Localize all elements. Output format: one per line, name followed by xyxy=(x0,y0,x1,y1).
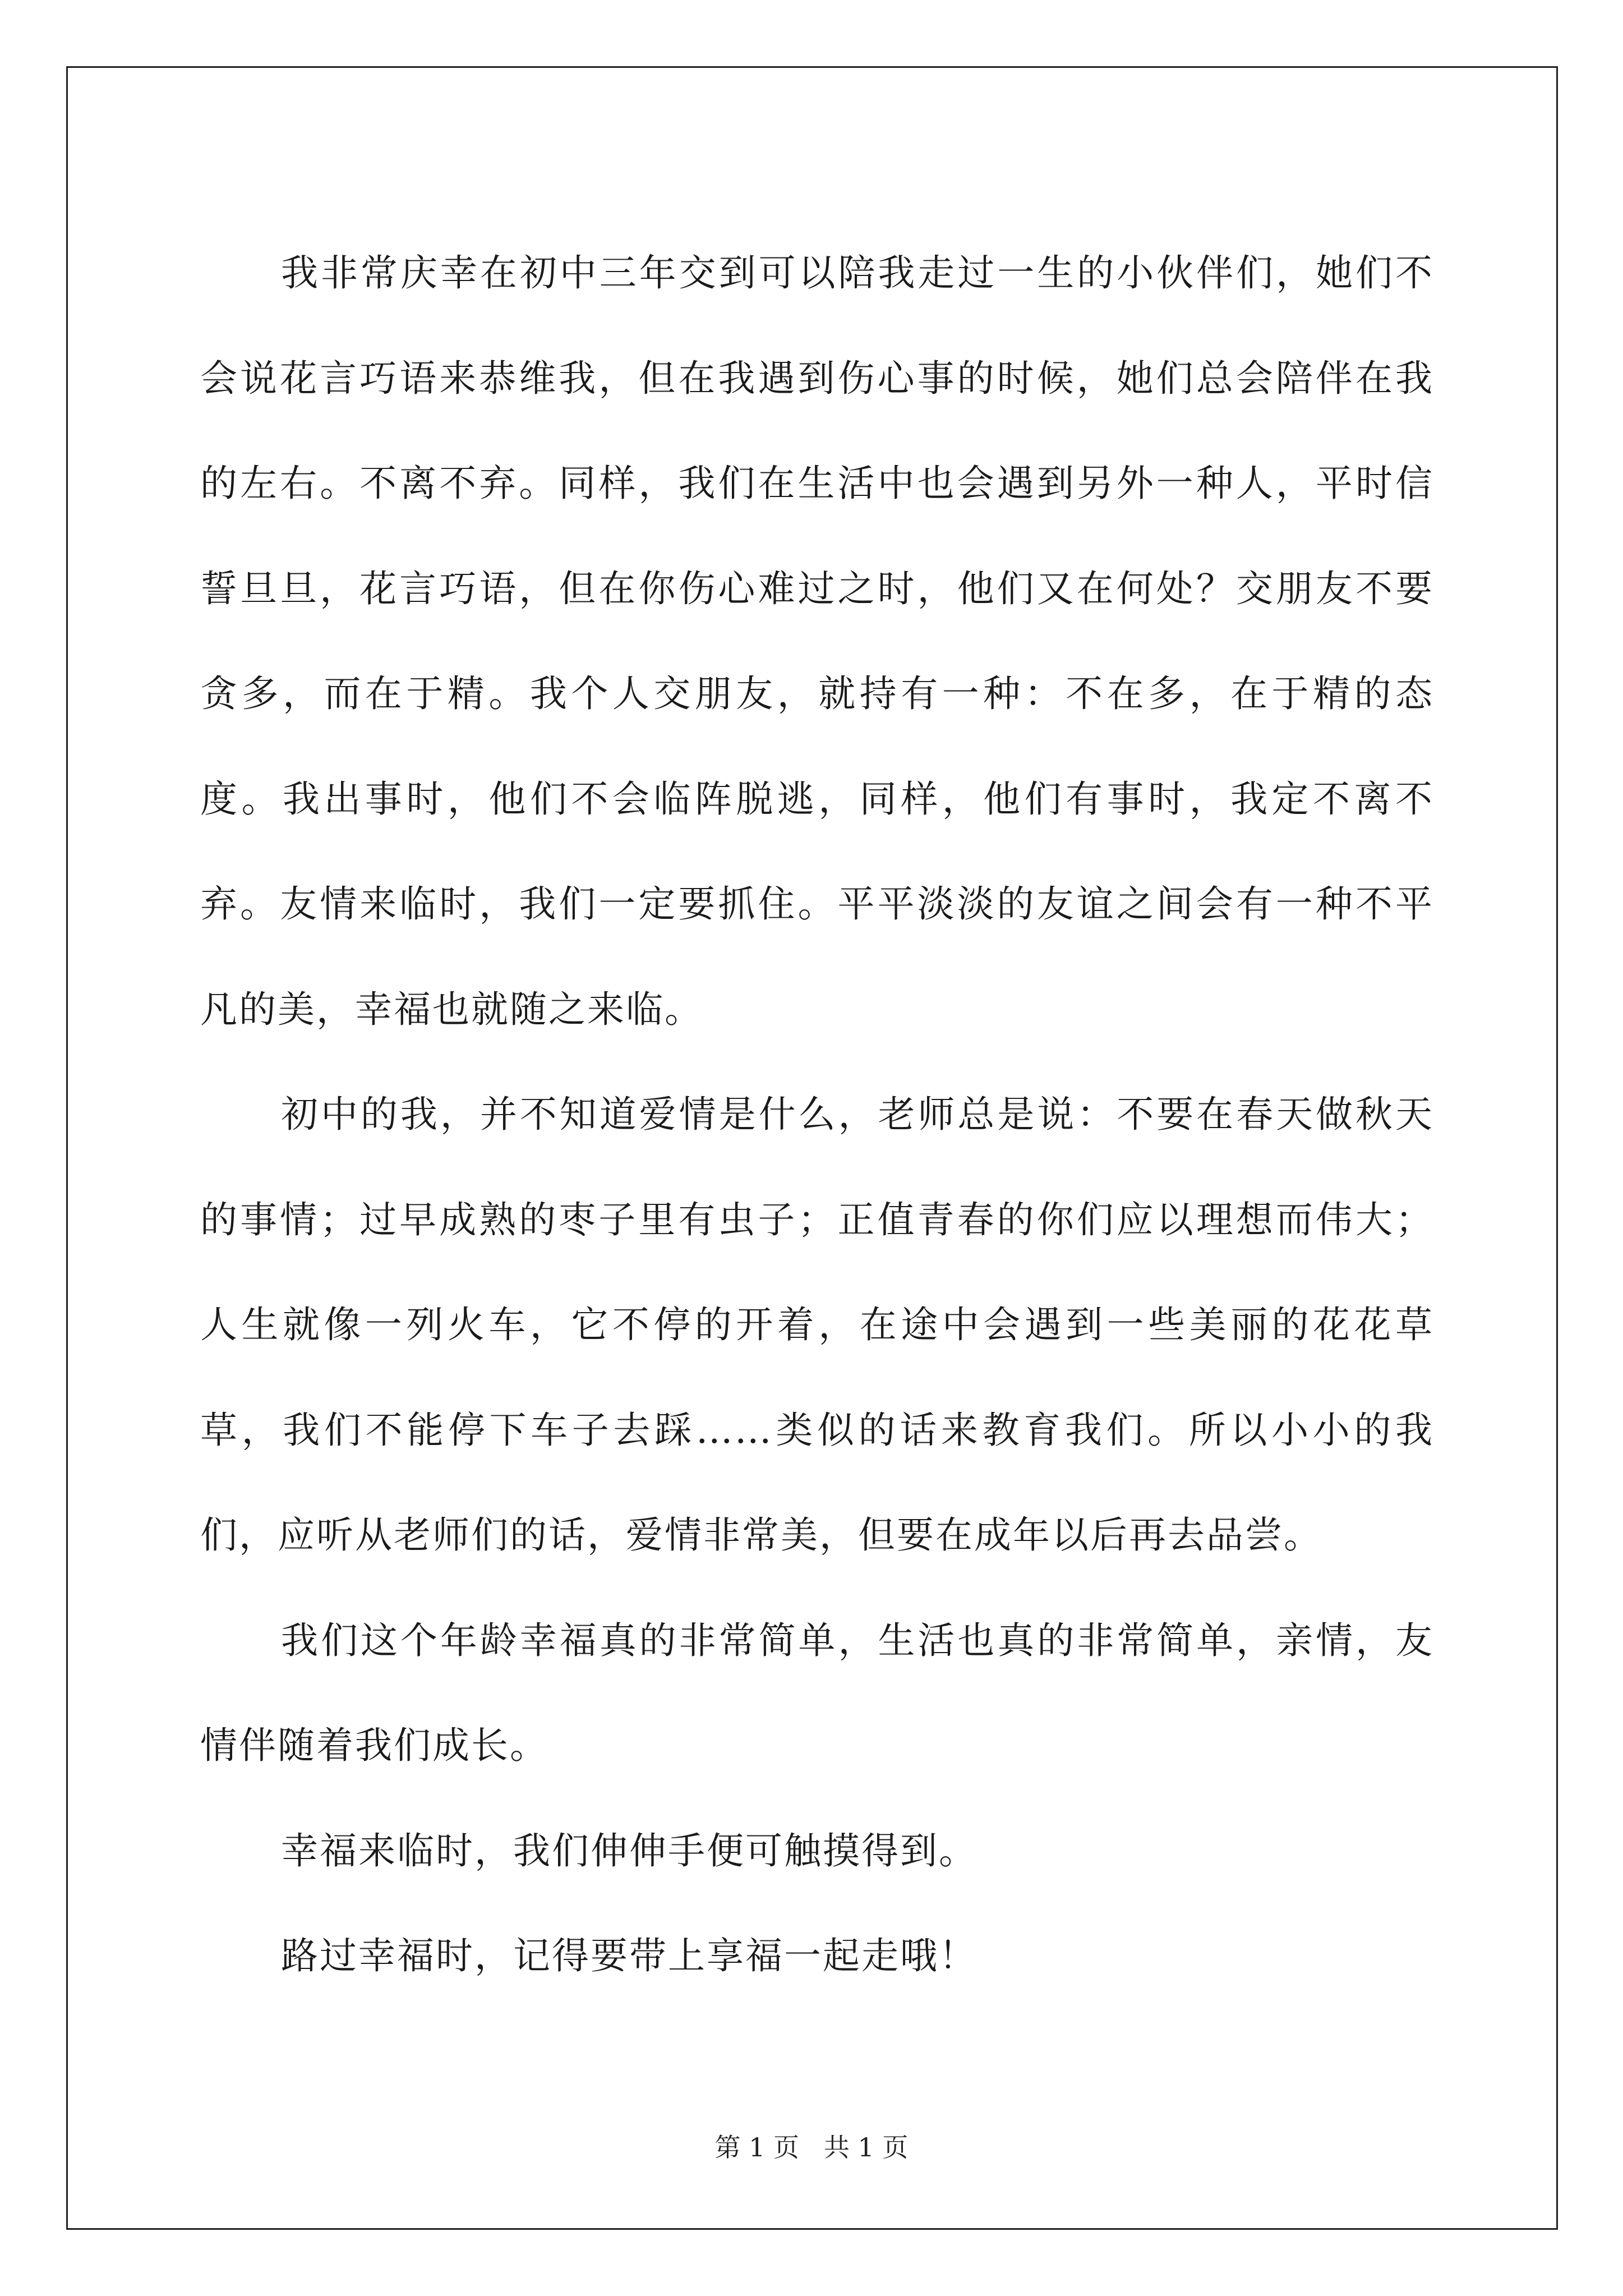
paragraph-friendship: 我非常庆幸在初中三年交到可以陪我走过一生的小伙伴们，她们不会说花言巧语来恭维我，但在我遇到伤心事的时候，她们总会陪伴在我的左右。不离不弃。同样，我们在生活中也会遇到另外一种人，平时信誓旦旦，花言巧语，但在你伤心难过之时，他们又在何处？交朋友不要贪多，而在于精。我个人交朋友，就持有一种：不在多，在于精的态度。我出事时，他们不会临阵脱逃，同样，他们有事时，我定不离不弃。友情来临时，我们一定要抓住。平平淡淡的友谊之间会有一种不平凡的美，幸福也就随之来临。 xyxy=(200,251,1434,1031)
paragraph-reach-out: 幸福来临时，我们伸伸手便可触摸得到。 xyxy=(281,1829,978,1872)
paragraph-closing: 路过幸福时，记得要带上享福一起走哦！ xyxy=(281,1934,978,1977)
paragraph-love: 初中的我，并不知道爱情是什么，老师总是说：不要在春天做秋天的事情；过早成熟的枣子里有虫子；正值青春的你们应以理想而伟大；人生就像一列火车，它不停的开着，在途中会遇到一些美丽的花花草草，我们不能停下车子去踩……类似的话来教育我们。所以小小的我们，应听从老师们的话，爱情非常美，但要在成年以后再去品尝。 xyxy=(200,1093,1434,1557)
page-number-footer: 第 1 页 共 1 页 xyxy=(714,2132,909,2162)
document-body xyxy=(200,220,1434,2009)
paragraph-simple-happiness: 我们这个年龄幸福真的非常简单，生活也真的非常简单，亲情，友情伴随着我们成长。 xyxy=(200,1618,1434,1767)
